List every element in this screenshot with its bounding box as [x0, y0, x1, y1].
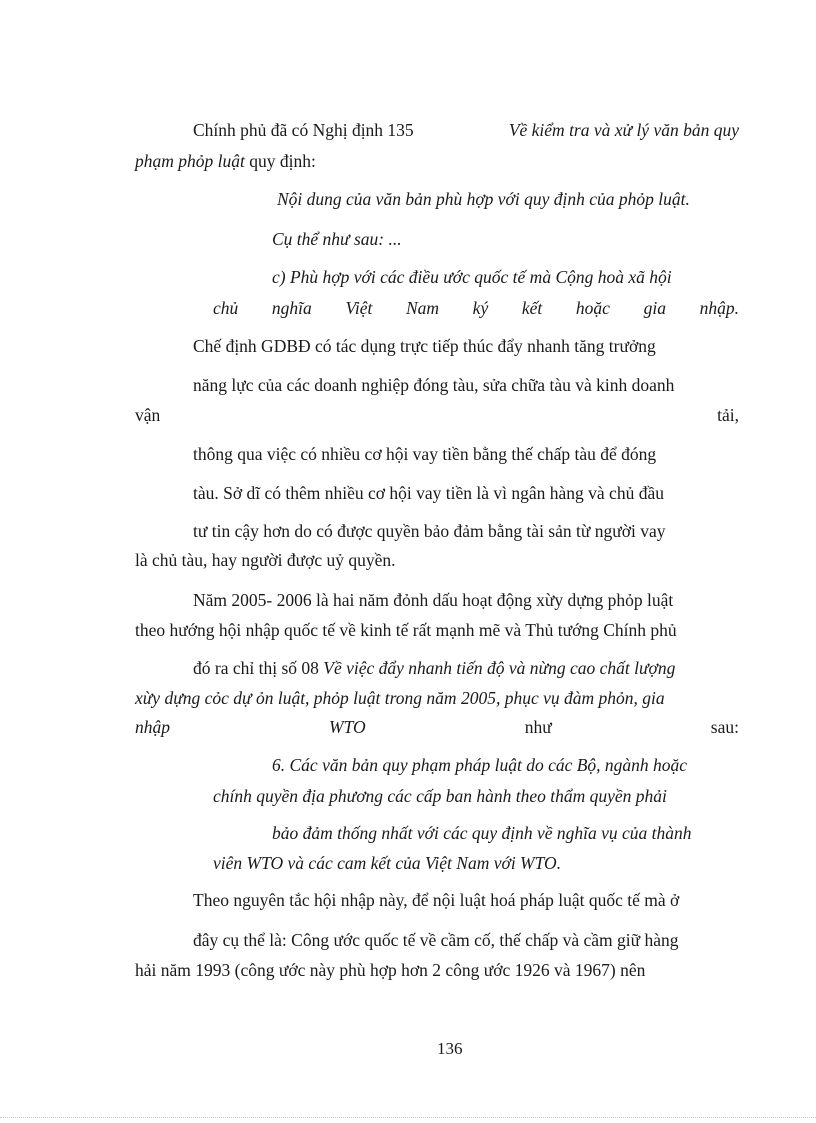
text-segment: Chính phủ đã có Nghị định 135 — [193, 120, 414, 140]
paragraph-line — [193, 118, 739, 142]
paragraph-line: năng lực của các doanh nghiệp đóng tàu, sửa chữa tàu và kinh doanh — [193, 375, 675, 395]
quote-line: Nội dung của văn bản phù hợp với quy định của phỏp luật. — [277, 189, 690, 209]
quote-line: viên WTO và các cam kết của Việt Nam với WTO. — [213, 853, 562, 873]
quote-line: c) Phù hợp với các điều ước quốc tế mà Cộng hoà xã hội — [272, 267, 672, 287]
paragraph-line: thông qua việc có nhiều cơ hội vay tiền bằng thế chấp tàu để đóng — [193, 444, 657, 464]
text-segment-italic: phạm phỏp luật — [135, 151, 245, 171]
page-bottom-rule — [0, 1117, 816, 1118]
paragraph-line: theo hướng hội nhập quốc tế về kinh tế rất mạnh mẽ và Thủ tướng Chính phủ — [135, 620, 677, 640]
quote-line-justified: chủ nghĩa Việt Nam ký kết hoặc gia nhập. — [213, 298, 739, 318]
paragraph-line-justified: vận tải, — [135, 405, 739, 425]
paragraph-line: đó ra chỉ thị số 08 Về việc đẩy nhanh tiến độ và nừng cao chất lượng — [193, 658, 676, 678]
quote-line: bảo đảm thống nhất với các quy định về nghĩa vụ của thành — [272, 823, 692, 843]
paragraph-line: đây cụ thể là: Công ước quốc tế về cầm cố, thế chấp và cầm giữ hàng — [193, 930, 679, 950]
paragraph-line: Năm 2005- 2006 là hai năm đỏnh dấu hoạt động xừy dựng phỏp luật — [193, 590, 674, 610]
page-number: 136 — [437, 1039, 463, 1058]
paragraph-line: tàu. Sở dĩ có thêm nhiều cơ hội vay tiền là vì ngân hàng và chủ đầu — [193, 483, 664, 503]
paragraph-line: hải năm 1993 (công ước này phù hợp hơn 2 công ước 1926 và 1967) nên — [135, 960, 646, 980]
paragraph-line: là chủ tàu, hay người được uỷ quyền. — [135, 550, 396, 570]
paragraph-line: tư tin cậy hơn do có được quyền bảo đảm bằng tài sản từ người vay — [193, 521, 666, 541]
text-segment-italic: Về kiểm tra và xử lý văn bản quy — [508, 120, 739, 140]
paragraph-line: xừy dựng cỏc dự ỏn luật, phỏp luật trong năm 2005, phục vụ đàm phỏn, gia — [135, 688, 665, 708]
quote-line: chính quyền địa phương các cấp ban hành theo thẩm quyền phải — [213, 786, 667, 806]
paragraph-line — [135, 149, 316, 173]
text-segment: quy định: — [244, 151, 316, 171]
paragraph-line: Theo nguyên tắc hội nhập này, để nội luật hoá pháp luật quốc tế mà ở — [193, 890, 680, 910]
paragraph-line: Chế định GDBĐ có tác dụng trực tiếp thúc đẩy nhanh tăng trưởng — [193, 336, 656, 356]
paragraph-line-justified: nhập WTO như sau: — [135, 717, 739, 737]
quote-line: Cụ thể như sau: ... — [272, 229, 402, 249]
quote-line: 6. Các văn bản quy phạm pháp luật do các Bộ, ngành hoặc — [272, 755, 688, 775]
